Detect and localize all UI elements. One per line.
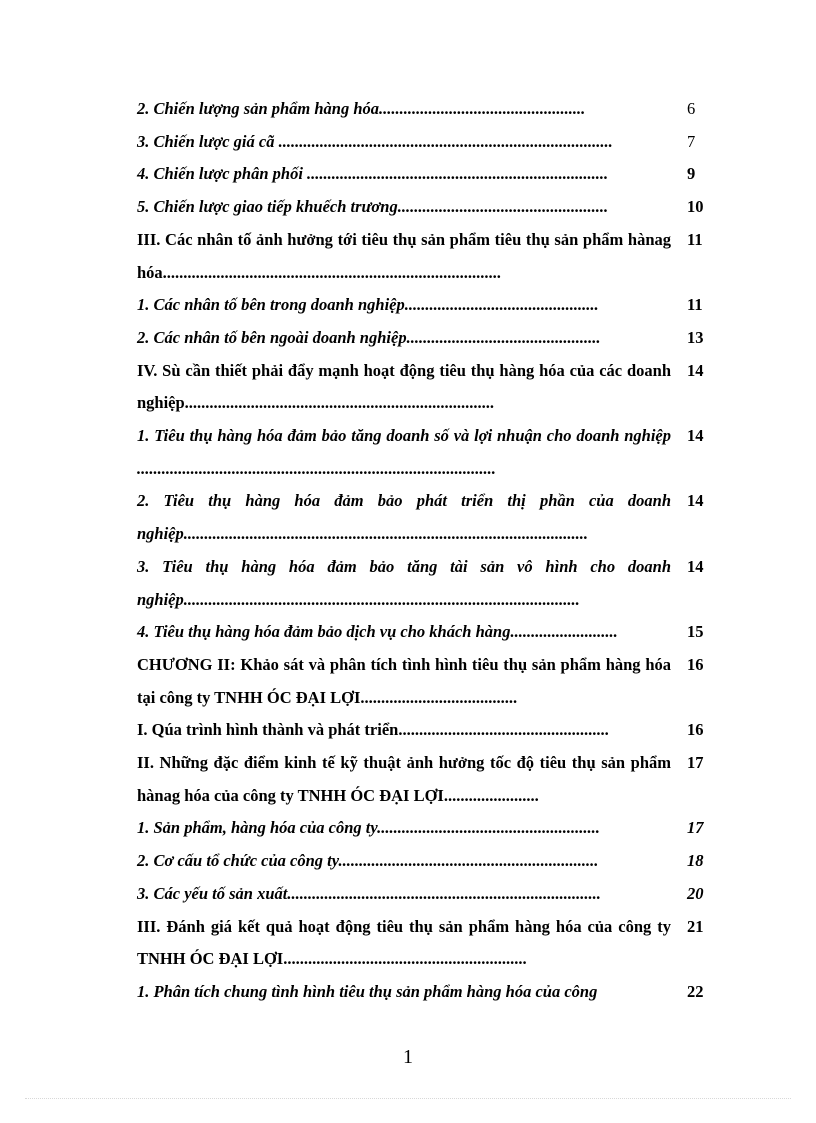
toc-entry [137,191,723,224]
toc-entry-page: 10 [687,197,704,217]
toc-entry [137,126,723,159]
toc-entry [137,714,723,747]
toc-entry-title: 2. Chiến lượng sản phẩm hàng hóa.................................................. [137,99,586,118]
toc-entry-title: 2. Tiêu thụ hàng hóa đảm bảo phát triển thị phần của doanh nghiệp.................................................................................................. [137,491,672,544]
toc-entry [137,551,723,616]
toc-entry-title: IV. Sù cần thiết phải đẩy mạnh hoạt động tiêu thụ hàng hóa của các doanh nghiệp........................................................................... [137,360,672,413]
toc-entry-page: 16 [687,654,704,674]
toc-entry-title: I. Qúa trình hình thành và phát triển................................................... [137,720,609,740]
toc-entry-title: II. Những đặc điểm kinh tế kỹ thuật ảnh hưởng tốc độ tiêu thụ sản phẩm hànag hóa của công ty TNHH ÓC ĐẠI LỢI....................... [137,753,672,805]
toc-entry-page: 15 [687,622,704,642]
toc-entry-page: 18 [687,851,704,871]
toc-entry-title: 4. Tiêu thụ hàng hóa đảm bảo dịch vụ cho khách hàng.......................... [137,622,618,642]
page-edge-rule [25,1098,791,1099]
toc-entry-page: 14 [687,491,704,511]
toc-entry-title: 2. Các nhân tố bên ngoài doanh nghiệp............................................... [137,327,601,347]
toc-entry [137,845,723,878]
toc-entry-title: 1. Sản phẩm, hàng hóa của công ty...................................................... [137,818,600,838]
toc-entry [137,224,723,289]
toc-entry-page: 17 [687,818,704,838]
toc-entry-title: 1. Phân tích chung tình hình tiêu thụ sản phẩm hàng hóa của công [137,981,598,1001]
toc-entry-page: 22 [687,981,704,1001]
toc-entry [137,649,723,714]
toc-entry-page: 21 [687,916,704,936]
toc-entry [137,355,723,420]
table-of-contents [137,93,723,1009]
toc-entry-title: 5. Chiến lược giao tiếp khuếch trương................................................... [137,197,609,217]
toc-entry-page: 6 [687,99,696,118]
toc-entry-title: 4. Chiến lược phân phối ......................................................................... [137,164,609,184]
toc-entry-title: 3. Chiến lược giá cã ................................................................................. [137,131,613,151]
toc-entry [137,485,723,550]
toc-entry-page: 11 [687,229,703,249]
toc-entry [137,616,723,649]
toc-entry [137,420,723,485]
toc-entry [137,747,723,812]
toc-entry-page: 16 [687,720,704,740]
toc-entry [137,322,723,355]
toc-entry [137,812,723,845]
toc-entry-page: 14 [687,360,704,380]
toc-entry-page: 11 [687,295,703,315]
toc-entry-title: 3. Tiêu thụ hàng hóa đảm bảo tăng tài sản vô hình cho doanh nghiệp................................................................................................ [137,556,672,609]
toc-entry-title: 1. Tiêu thụ hàng hóa đảm bảo tăng doanh số và lợi nhuận cho doanh nghiệp ....................................................................................... [137,426,672,478]
toc-entry-page: 20 [687,883,704,903]
toc-entry-title: III. Đánh giá kết quả hoạt động tiêu thụ sản phẩm hàng hóa của công ty TNHH ÓC ĐẠI LỢI........................................................... [137,916,672,969]
toc-entry-title: 3. Các yếu tố sản xuất............................................................................ [137,883,601,903]
toc-entry [137,289,723,322]
toc-entry [137,878,723,911]
toc-entry-title: III. Các nhân tố ảnh hưởng tới tiêu thụ sản phẩm tiêu thụ sản phẩm hànag hóa.................................................................................. [137,229,672,282]
toc-entry-page: 7 [687,131,696,151]
toc-entry [137,93,723,126]
toc-entry [137,158,723,191]
toc-entry-page: 14 [687,556,704,576]
toc-entry [137,976,723,1009]
toc-entry-title: 1. Các nhân tố bên trong doanh nghiệp............................................... [137,295,599,315]
toc-entry-page: 9 [687,164,696,184]
toc-entry-page: 14 [687,426,704,446]
toc-entry-title: CHƯƠNG II: Khảo sát và phân tích tình hình tiêu thụ sản phẩm hàng hóa tại công ty TNHH ÓC ĐẠI LỢI...................................... [137,654,672,707]
toc-entry-page: 17 [687,753,704,773]
toc-entry-title: 2. Cơ cấu tổ chức của công ty............................................................... [137,851,599,871]
toc-entry-page: 13 [687,327,704,347]
toc-entry [137,911,723,976]
page-number: 1 [403,1046,413,1068]
